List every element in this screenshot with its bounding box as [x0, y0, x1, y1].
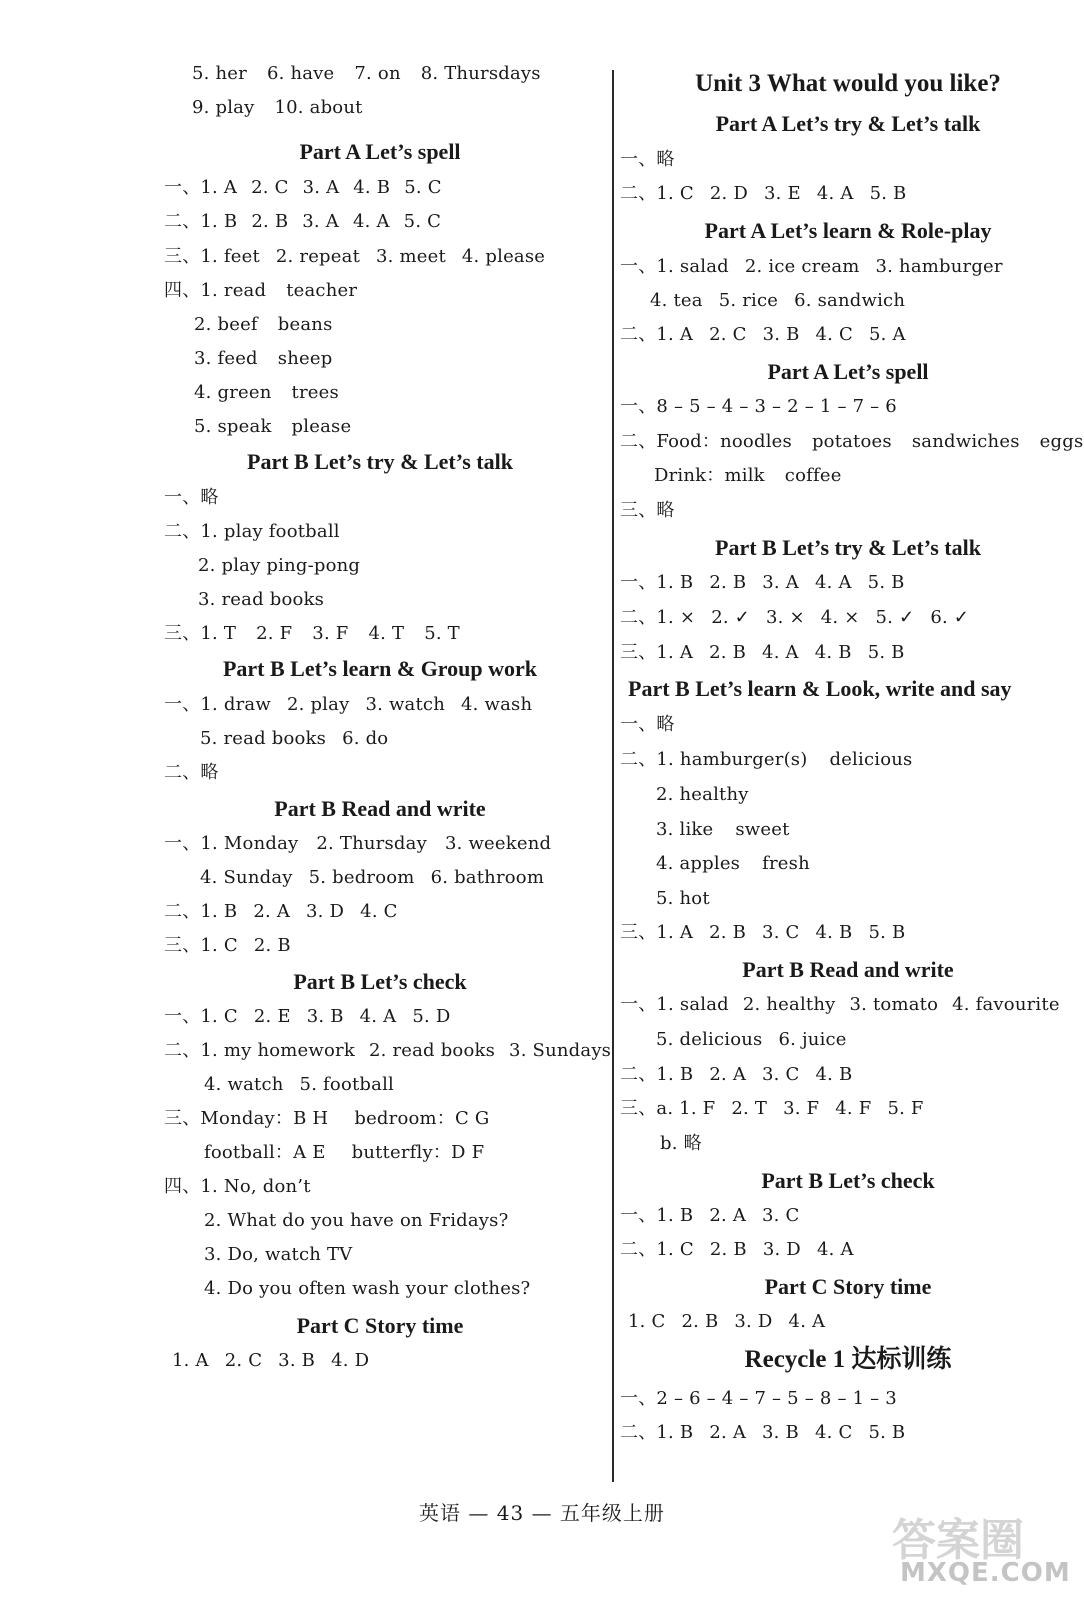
answer-item: 3. A [302, 177, 340, 198]
answer-item: 2. ✓ [711, 607, 750, 628]
answer-item: 4. tea [650, 290, 703, 311]
answer-line [628, 1310, 825, 1334]
answer-line [656, 1028, 847, 1052]
answer-item: 2. E [253, 1006, 291, 1027]
answer-item: 2. B [251, 211, 289, 232]
answer-item: 二、1. A [620, 324, 694, 345]
answer-item: 4. T [368, 623, 405, 644]
answer-line [198, 554, 360, 578]
answer-item: b. 略 [660, 1133, 702, 1154]
answer-item: 5. C [404, 177, 442, 198]
answer-item: 2. B [709, 922, 747, 943]
answer-item: 3. A [762, 572, 799, 593]
answer-line [620, 499, 675, 523]
answer-line [200, 866, 544, 890]
answer-item: 3. B [278, 1350, 316, 1371]
answer-item: 4. apples [656, 853, 741, 874]
section-heading: Part B Read and write [274, 796, 486, 821]
answer-item: 3. F [783, 1098, 820, 1119]
answer-line [620, 1097, 924, 1121]
answer-line [198, 588, 324, 612]
answer-item: 3. C [762, 1064, 800, 1085]
answer-line [656, 818, 790, 842]
page-footer: 英语 — 43 — 五年级上册 [419, 1501, 665, 1525]
answer-item: 三、1. T [164, 623, 237, 644]
answer-item: 4. please [461, 246, 546, 267]
answer-line [620, 641, 905, 665]
answer-line [620, 255, 1003, 279]
answer-item: 2. B [709, 642, 747, 663]
answer-item: 4. B [815, 1064, 853, 1085]
answer-line [620, 921, 905, 945]
answer-item: 3. B [762, 324, 800, 345]
answer-item: beans [277, 314, 333, 335]
answer-line [620, 182, 907, 206]
answer-item: 3. D [762, 1239, 801, 1260]
answer-item: 2. D [709, 183, 749, 204]
answer-item: football：A E [204, 1142, 326, 1163]
answer-item: 2. B [709, 572, 747, 593]
answer-line [620, 1238, 854, 1262]
answer-item: 3. weekend [444, 833, 552, 854]
answer-line [164, 900, 398, 924]
section-heading: Unit 3 What would you like? [695, 70, 1001, 97]
watermark-site: MXQE.COM [900, 1558, 1071, 1588]
answer-line [200, 727, 388, 751]
answer-item: 4. favourite [952, 994, 1060, 1015]
answer-item: 四、1. No, don’t [164, 1176, 311, 1197]
section-heading: Part B Let’s try & Let’s talk [715, 535, 981, 560]
answer-line [204, 1277, 530, 1301]
answer-item: 3. like [656, 819, 714, 840]
answer-item: 二、1. hamburger(s) [620, 749, 808, 770]
answer-item: 5. B [868, 1422, 906, 1443]
answer-item: 2. B [709, 1239, 747, 1260]
answer-item: 2. read books [368, 1040, 496, 1061]
answer-item: 4. C [814, 1422, 853, 1443]
answer-item: 3. hamburger [875, 256, 1003, 277]
answer-item: 1. C [628, 1311, 666, 1332]
answer-item: 3. E [764, 183, 801, 204]
answer-item: 5. rice [718, 290, 779, 311]
answer-line [194, 381, 339, 405]
answer-item: 2. T [731, 1098, 768, 1119]
answer-line [164, 176, 442, 200]
answer-item: 3. C [762, 922, 800, 943]
answer-item: 3. A [302, 211, 339, 232]
answer-item: 三、1. C [164, 935, 238, 956]
answer-item: 2. Thursday [316, 833, 427, 854]
answer-item: 三、1. A [620, 642, 694, 663]
answer-item: 5. F [887, 1098, 924, 1119]
answer-item: 2. play ping-pong [198, 555, 361, 576]
answer-item: 3. feed [194, 348, 258, 369]
answer-item: 6. sandwich [794, 290, 906, 311]
answer-line [620, 1387, 897, 1411]
answer-item: sheep [277, 348, 333, 369]
answer-item: 一、1. salad [620, 256, 729, 277]
answer-item: 3. B [306, 1006, 344, 1027]
answer-item: 6. juice [778, 1029, 847, 1050]
section-heading: Part A Let’s spell [767, 359, 929, 384]
answer-line [192, 96, 363, 120]
answer-item: 二、1. C [620, 183, 694, 204]
answer-line [164, 693, 532, 717]
answer-line [656, 852, 810, 876]
answer-item: 7. on [354, 63, 401, 84]
answer-item: 5. T [424, 623, 460, 644]
answer-item: 一、1. draw [164, 694, 271, 715]
answer-line [204, 1141, 484, 1165]
answer-line [164, 486, 219, 510]
answer-item: 4. A [788, 1311, 826, 1332]
answer-item: 5. A [868, 324, 906, 345]
answer-item: 一、1. salad [620, 994, 729, 1015]
answer-item: please [291, 416, 352, 437]
section-heading: Part A Let’s try & Let’s talk [715, 111, 981, 136]
answer-item: sweet [735, 819, 790, 840]
answer-item: 5. hot [656, 888, 710, 909]
answer-item: 4. F [835, 1098, 872, 1119]
answer-item: 二、1. play football [164, 521, 340, 542]
answer-item: 8. Thursdays [420, 63, 541, 84]
answer-item: 一、1. A [164, 177, 238, 198]
answer-item: 3. meet [376, 246, 446, 267]
answer-item: butterfly：D F [351, 1142, 485, 1163]
column-divider [612, 70, 614, 1482]
answer-item: 4. A [762, 642, 799, 663]
answer-item: 4. A [352, 211, 390, 232]
answer-item: 4. C [815, 324, 853, 345]
answer-item: 4. watch [204, 1074, 284, 1095]
answer-item: 9. play [192, 97, 255, 118]
answer-item: 2. B [253, 935, 291, 956]
answer-item: 5. her [192, 63, 247, 84]
answer-item: 5. delicious [656, 1029, 763, 1050]
answer-item: 二、1. × [620, 607, 696, 628]
answer-item: 2. play [286, 694, 350, 715]
answer-item: 3. tomato [849, 994, 939, 1015]
answer-line [660, 1132, 702, 1156]
answer-item: 四、1. read [164, 280, 267, 301]
answer-item: 三、a. 1. F [620, 1098, 716, 1119]
answer-line [654, 464, 842, 488]
answer-item: 6. bathroom [430, 867, 545, 888]
answer-item: 4. green [194, 382, 272, 403]
answer-item: 6. have [266, 63, 335, 84]
answer-line [620, 1421, 905, 1445]
answer-line [620, 606, 969, 630]
answer-item: 2. A [709, 1064, 747, 1085]
answer-item: 一、略 [620, 714, 675, 735]
answer-line [620, 430, 1083, 454]
answer-line [164, 210, 441, 234]
answer-item: 4. B [814, 642, 852, 663]
section-heading: Part B Let’s learn & Group work [222, 656, 538, 681]
section-heading: Recycle 1 达标训练 [744, 1346, 952, 1373]
answer-item: 4. Sunday [200, 867, 293, 888]
answer-line [204, 1209, 508, 1233]
answer-item: potatoes [811, 431, 892, 452]
answer-line [164, 832, 551, 856]
answer-line [620, 571, 905, 595]
answer-item: 5. read books [200, 728, 327, 749]
answer-item: 6. do [342, 728, 389, 749]
answer-item: 4. wash [461, 694, 533, 715]
answer-item: 3. Do, watch TV [204, 1244, 353, 1265]
answer-item: 二、1. B [164, 901, 238, 922]
answer-line [164, 761, 219, 785]
answer-item: coffee [784, 465, 842, 486]
answer-line [164, 934, 291, 958]
answer-line [164, 1107, 489, 1131]
answer-item: 5. B [867, 572, 905, 593]
answer-line [204, 1073, 394, 1097]
answer-item: 5. C [403, 211, 442, 232]
answer-item: delicious [829, 749, 913, 770]
answer-line [172, 1349, 369, 1373]
answer-item: 2. C [251, 177, 289, 198]
answer-line [194, 415, 351, 439]
answer-item: 2. B [681, 1311, 719, 1332]
answer-line [620, 1204, 800, 1228]
answer-line [656, 887, 710, 911]
answer-item: 2. ice cream [744, 256, 860, 277]
answer-item: 1. A [172, 1350, 209, 1371]
section-heading: Part C Story time [764, 1274, 932, 1299]
answer-line [620, 323, 906, 347]
answer-item: trees [291, 382, 339, 403]
answer-line [620, 148, 675, 172]
answer-item: 3. watch [365, 694, 445, 715]
answer-item: 三、1. A [620, 922, 694, 943]
answer-line [164, 245, 545, 269]
answer-item: 5. B [868, 922, 906, 943]
answer-item: 2. C [224, 1350, 263, 1371]
answer-item: 2. healthy [742, 994, 836, 1015]
answer-item: Drink：milk [654, 465, 765, 486]
section-heading: Part C Story time [296, 1313, 464, 1338]
answer-line [620, 713, 675, 737]
section-heading: Part B Let’s check [761, 1168, 935, 1193]
answer-item: eggs [1039, 431, 1084, 452]
answer-item: 2. A [253, 901, 291, 922]
answer-line [194, 313, 333, 337]
answer-item: 4. × [820, 607, 860, 628]
answer-line [164, 520, 340, 544]
section-heading: Part B Read and write [742, 957, 954, 982]
answer-item: 3. Sundays [509, 1040, 612, 1061]
watermark [880, 1504, 1080, 1594]
answer-line [620, 1063, 852, 1087]
answer-item: 3. B [762, 1422, 799, 1443]
answer-item: 4. A [816, 183, 854, 204]
answer-item: 5. speak [194, 416, 272, 437]
answer-line [192, 62, 541, 86]
answer-item: 二、1. C [620, 1239, 694, 1260]
answer-item: 4. A [814, 572, 852, 593]
answer-line [164, 622, 460, 646]
answer-item: 4. B [353, 177, 391, 198]
answer-item: 一、略 [164, 487, 219, 508]
answer-item: sandwiches [911, 431, 1020, 452]
answer-item: 2. C [709, 324, 747, 345]
section-heading: Part B Let’s learn & Look, write and say [628, 676, 1012, 701]
answer-item: 4. Do you often wash your clothes? [204, 1278, 531, 1299]
answer-item: 一、1. B [620, 1205, 694, 1226]
answer-line [164, 1175, 311, 1199]
answer-item: 4. B [815, 922, 853, 943]
answer-item: 3. C [762, 1205, 800, 1226]
answer-item: 3. D [734, 1311, 773, 1332]
answer-item: 2. A [709, 1422, 747, 1443]
answer-item: 二、1. B [164, 211, 238, 232]
section-heading: Part B Let’s try & Let’s talk [247, 449, 513, 474]
answer-line [164, 1005, 451, 1029]
answer-item: 5. B [867, 642, 905, 663]
answer-item: 4. A [359, 1006, 397, 1027]
answer-item: 一、1. B [620, 572, 694, 593]
answer-item: 一、8 – 5 – 4 – 3 – 2 – 1 – 7 – 6 [620, 396, 897, 417]
answer-line [620, 993, 1060, 1017]
answer-item: 3. D [306, 901, 345, 922]
answer-line [620, 748, 912, 772]
answer-line [204, 1243, 352, 1267]
answer-item: teacher [286, 280, 358, 301]
watermark-logo: 答案圈 [892, 1515, 1024, 1566]
answer-item: 5. B [869, 183, 907, 204]
answer-item: 10. about [274, 97, 363, 118]
section-heading: Part A Let’s spell [299, 139, 461, 164]
answer-item: 2. beef [194, 314, 258, 335]
answer-item: 4. C [360, 901, 398, 922]
section-heading: Part A Let’s learn & Role-play [704, 218, 992, 243]
answer-item: 6. ✓ [930, 607, 970, 628]
answer-item: 3. × [765, 607, 805, 628]
answer-line [620, 395, 897, 419]
answer-item: 4. D [331, 1350, 370, 1371]
answer-item: 二、1. B [620, 1422, 694, 1443]
answer-item: 一、2 – 6 – 4 – 7 – 5 – 8 – 1 – 3 [620, 1388, 897, 1409]
answer-item: 二、略 [164, 762, 219, 783]
answer-item: 三、1. feet [164, 246, 260, 267]
answer-line [650, 289, 905, 313]
answer-item: 4. A [816, 1239, 854, 1260]
answer-item: 3. read books [198, 589, 325, 610]
answer-item: 5. D [412, 1006, 451, 1027]
answer-line [164, 1039, 611, 1063]
section-heading: Part B Let’s check [293, 969, 467, 994]
answer-item: 一、1. C [164, 1006, 238, 1027]
answer-item: 2. F [256, 623, 293, 644]
answer-item: 三、Monday：B H [164, 1108, 329, 1129]
answer-item: 5. bedroom [308, 867, 415, 888]
answer-item: 二、Food：noodles [620, 431, 792, 452]
answer-item: fresh [762, 853, 810, 874]
answer-item: 2. repeat [275, 246, 360, 267]
answer-line [164, 279, 357, 303]
answer-item: 二、1. B [620, 1064, 694, 1085]
answer-item: 2. What do you have on Fridays? [204, 1210, 509, 1231]
answer-item: 5. ✓ [875, 607, 915, 628]
answer-item: 一、1. Monday [164, 833, 299, 854]
answer-item: 一、略 [620, 149, 675, 170]
answer-item: bedroom：C G [354, 1108, 490, 1129]
answer-line [194, 347, 332, 371]
answer-item: 三、略 [620, 500, 675, 521]
answer-item: 5. football [299, 1074, 394, 1095]
answer-line [656, 783, 749, 807]
answer-item: 2. healthy [656, 784, 749, 805]
answer-item: 2. A [709, 1205, 747, 1226]
answer-item: 二、1. my homework [164, 1040, 355, 1061]
answer-item: 3. F [312, 623, 349, 644]
